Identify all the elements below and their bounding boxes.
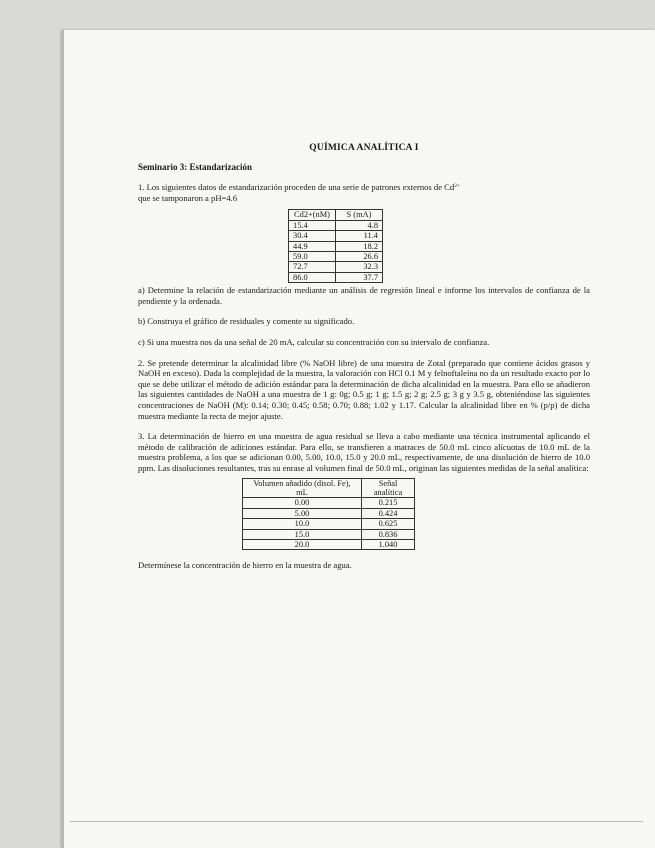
q1-cell: 11.4 (336, 231, 383, 241)
q3-cell: 0.836 (362, 529, 415, 539)
q1-table-row (289, 231, 383, 241)
q3-cell: 0.424 (362, 508, 415, 518)
q3-cell: 10.0 (243, 519, 362, 529)
q1-cell: 4.8 (336, 220, 383, 230)
q1-table (288, 209, 383, 283)
q1-cell: 59.0 (289, 252, 336, 262)
q3-table-row (243, 498, 415, 508)
q3-cell: 20.0 (243, 539, 362, 549)
q3-table-row (243, 508, 415, 518)
q1-col-header-signal: S (mA) (336, 210, 383, 220)
q1-cell: 32.3 (336, 262, 383, 272)
q1-intro-end: que se tamponaron a pH=4.6 (138, 192, 238, 203)
page-title: QUÍMICA ANALÍTICA I (309, 143, 419, 153)
q3-cell: 15.0 (243, 529, 362, 539)
q1-col-header-conc: Cd2+(nM) (289, 210, 336, 220)
document-content (138, 143, 590, 581)
q3-text: 3. La determinación de hierro en una muestra de agua residual se lleva a cabo mediante una técnica instrumental aplicando el método de calibración de adiciones estándar. Para ello, se transfieren a matraces de 50.0 mL cinco alícuotas de 10.0 mL de la muestra problema, a los que se adicionan 0.00, 5.00, 10.0, 15.0 y 20.0 mL, respectivamente, de una disolución de hierro de 10.0 ppm. Las disoluciones resultantes, tras su enrase al volumen final de 50.0 mL, originan las siguientes medidas de la señal analítica: (138, 431, 590, 473)
q1-table-header (289, 210, 383, 220)
q1-intro (138, 182, 590, 203)
q1-cell: 44.9 (289, 241, 336, 251)
q1-part-b: b) Construya el gráfico de residuales y comente su significado. (138, 316, 355, 327)
q1-part-a: a) Determine la relación de estandarización mediante un análisis de regresión lineal e informe los intervalos de confianza de la pendiente y la ordenada. (138, 285, 590, 306)
q1-part-c: c) Si una muestra nos da una señal de 20 mA, calcular su concentración con su intervalo de confianza. (138, 337, 490, 347)
q3-table-row (243, 539, 415, 549)
page-bottom-line (70, 821, 643, 822)
q1-table-row (289, 272, 383, 282)
q3-table (242, 478, 415, 551)
q3-cell: 0.00 (243, 498, 362, 508)
seminar-heading: Seminario 3: Estandarización (138, 161, 252, 172)
document-page (62, 30, 655, 848)
q1-cell: 37.7 (336, 272, 383, 282)
q3-question: Determínese la concentración de hierro en la muestra de agua. (138, 560, 352, 571)
q1-intro-text: 1. Los siguientes datos de estandarización proceden de una serie de patrones externos de Cd (138, 182, 455, 193)
q1-table-row (289, 262, 383, 272)
q1-table-row (289, 220, 383, 230)
q3-cell: 0.625 (362, 519, 415, 529)
q1-cell: 86.0 (289, 272, 336, 282)
q1-cell: 18.2 (336, 241, 383, 251)
q1-intro-superscript: 2+ (454, 183, 461, 190)
q1-cell: 30.4 (289, 231, 336, 241)
q1-cell: 72.7 (289, 262, 336, 272)
q3-cell: 0.215 (362, 498, 415, 508)
q3-cell: 5.00 (243, 508, 362, 518)
q3-table-row (243, 519, 415, 529)
q2-text: 2. Se pretende determinar la alcalinidad libre (% NaOH libre) de una muestra de Zotal (preparado que contiene ácidos grasos y NaOH en exceso). Dada la complejidad de la muestra, la valoración con HCl 0.1 M y felnoftaleína no da un resultado exacto por lo que se debe utilizar el método de adición estándar para la determinación de dicha alcalinidad en la muestra. Para ello se añadieron las siguientes cantidades de NaOH a una muestra de 1 g: 0g; 0.5 g; 1 g; 1.5 g; 2 g; 2.5 g; 3 g y 3.5 g, obteniéndose las siguientes concentraciones de NaOH (M): 0.14; 0.30; 0.45; 0.58; 0.70; 0.88; 1.02 y 1.17. Calcular la alcalinidad libre en % (p/p) de dicha muestra mediante la recta de mejor ajuste. (138, 357, 590, 421)
q1-table-row (289, 252, 383, 262)
q1-table-row (289, 241, 383, 251)
q3-table-header (243, 478, 415, 498)
q1-cell: 15.4 (289, 220, 336, 230)
q1-cell: 26.6 (336, 252, 383, 262)
q3-col-header-volume: Volumen añadido (disol. Fe), mL (243, 478, 362, 498)
q3-col-header-signal: Señal analítica (362, 478, 415, 498)
q3-table-row (243, 529, 415, 539)
q3-cell: 1.040 (362, 539, 415, 549)
